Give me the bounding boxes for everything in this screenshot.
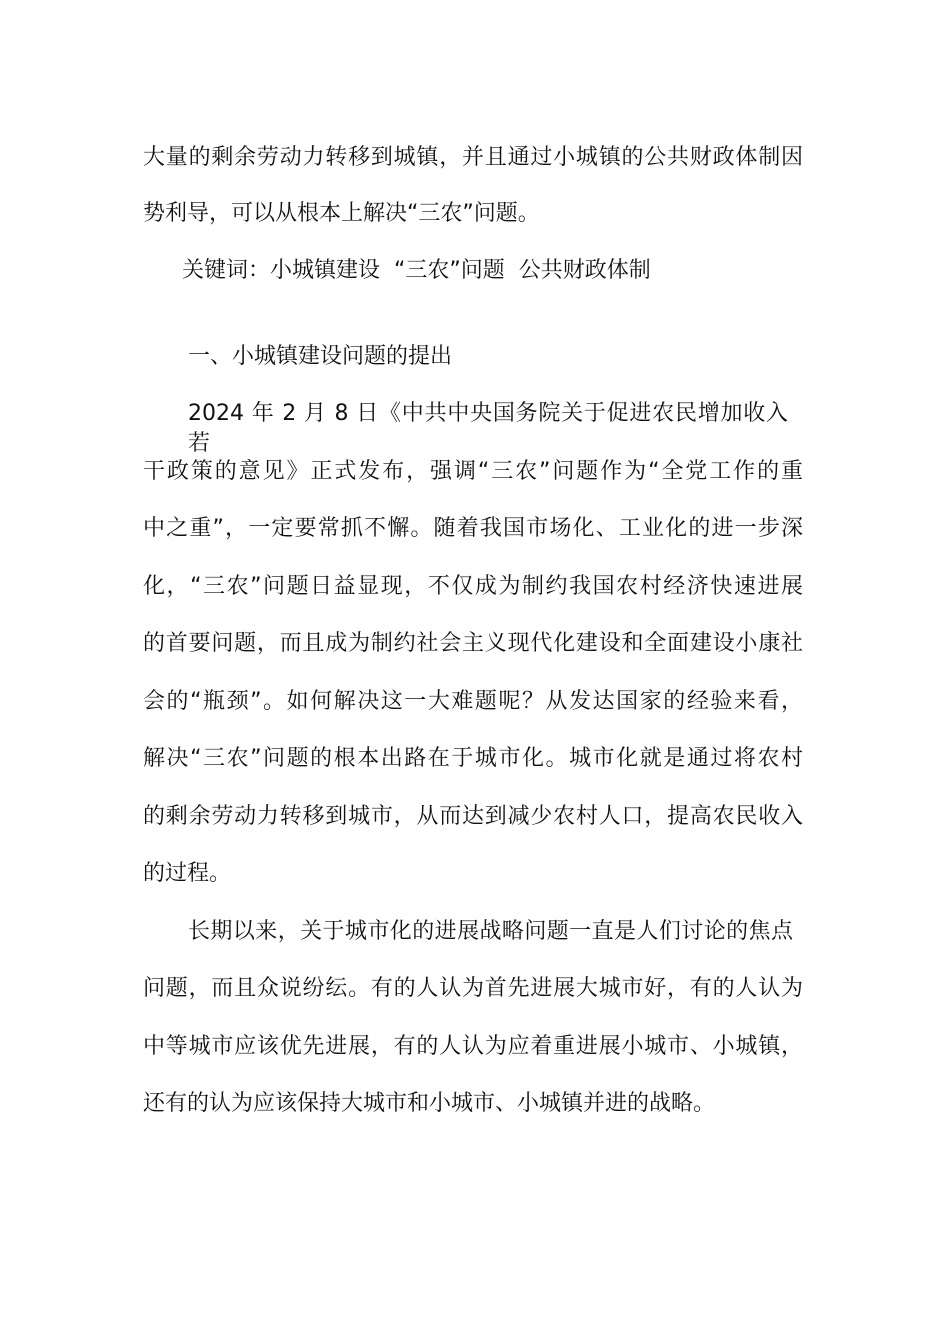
paragraph-1-line-8: 的剩余劳动力转移到城市，从而达到减少农村人口，提高农民收入 (143, 804, 803, 829)
paragraph-2-line-2: 问题，而且众说纷纭。有的人认为首先进展大城市好，有的人认为 (143, 976, 803, 1001)
paragraph-1-line-2: 干政策的意见》正式发布，强调“三农”问题作为“全党工作的重 (143, 459, 803, 484)
paragraph-1-line-5: 的首要问题，而且成为制约社会主义现代化建设和全面建设小康社 (143, 631, 803, 656)
paragraph-1-line-7: 解决“三农”问题的根本出路在于城市化。城市化就是通过将农村 (143, 746, 803, 771)
paragraph-1-line-9: 的过程。 (143, 861, 232, 886)
paragraph-2-line-3: 中等城市应该优先进展，有的人认为应着重进展小城市、小城镇， (143, 1034, 803, 1059)
keywords-line: 关键词：小城镇建设 “三农”问题 公共财政体制 (182, 258, 651, 283)
paragraph-1-line-1: 2024 年 2 月 8 日《中共中央国务院关于促进农民增加收入若 (188, 401, 788, 456)
paragraph-2-line-1: 长期以来，关于城市化的进展战略问题一直是人们讨论的焦点 (188, 919, 793, 944)
section-heading: 一、小城镇建设问题的提出 (188, 344, 453, 369)
abstract-line-2: 势利导，可以从根本上解决“三农”问题。 (143, 201, 540, 226)
abstract-line-1: 大量的剩余劳动力转移到城镇，并且通过小城镇的公共财政体制因 (143, 145, 803, 170)
paragraph-2-line-4: 还有的认为应该保持大城市和小城市、小城镇并进的战略。 (143, 1091, 716, 1116)
paragraph-1-line-4: 化，“三农”问题日益显现，不仅成为制约我国农村经济快速进展 (143, 574, 803, 599)
paragraph-1-line-6: 会的“瓶颈”。如何解决这一大难题呢？从发达国家的经验来看， (143, 689, 803, 714)
paragraph-1-line-3: 中之重”，一定要常抓不懈。随着我国市场化、工业化的进一步深 (143, 516, 803, 541)
